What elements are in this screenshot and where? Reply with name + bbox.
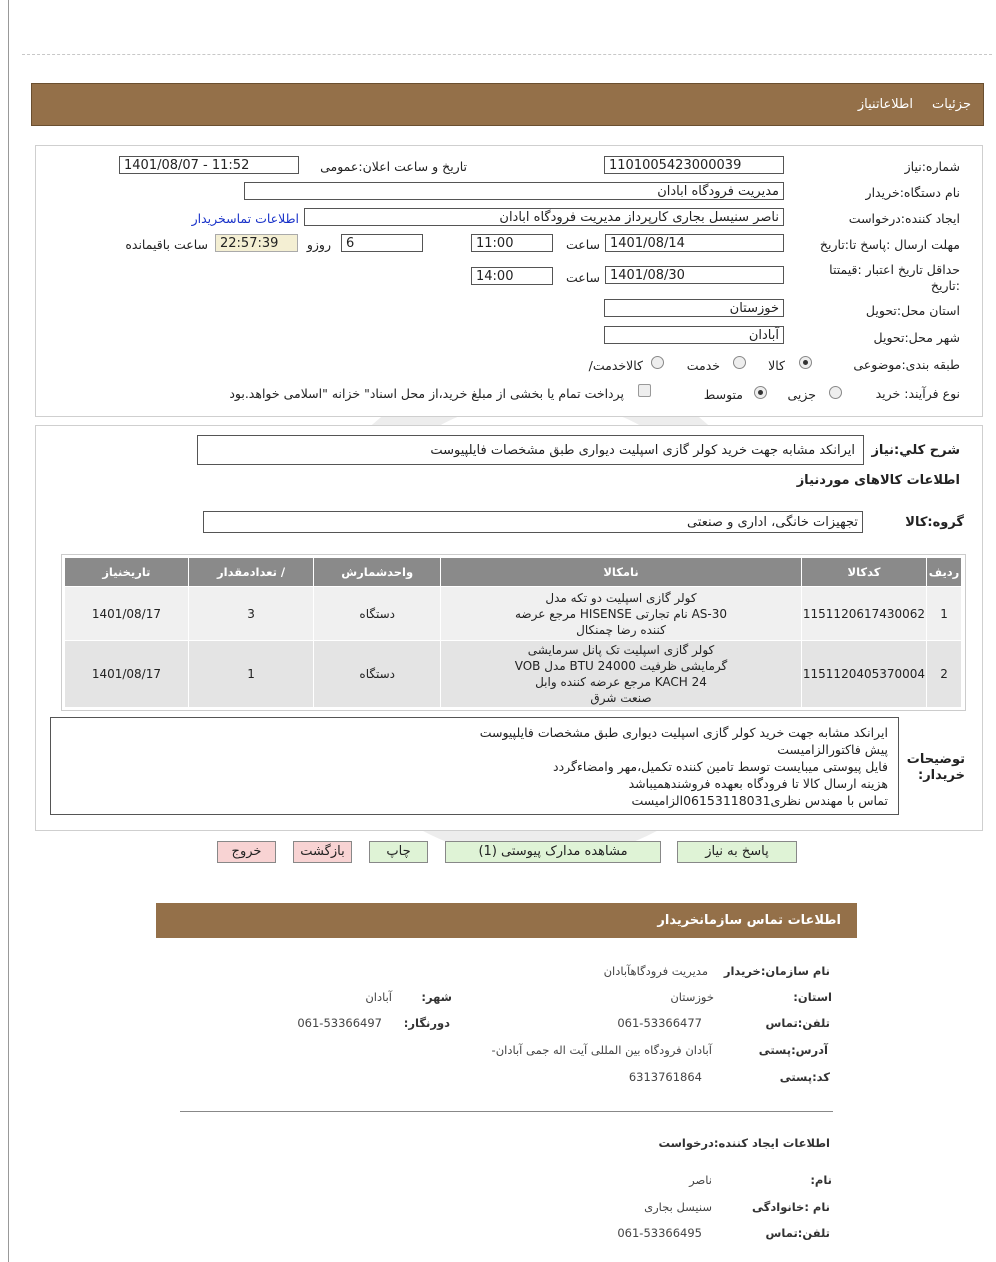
- purchase-type-label: نوع فرآیند: خرید: [875, 386, 960, 401]
- buyer-contact-header: [156, 903, 857, 938]
- exit-button[interactable]: خروج: [217, 841, 276, 863]
- creator-info-title: اطلاعات ایجاد کننده:درخواست: [658, 1136, 830, 1150]
- buyer-org-label: نام دستگاه:خریدار: [865, 185, 960, 200]
- goods-info-title: اطلاعات کالاهای موردنیاز: [796, 473, 960, 488]
- row-number: 2: [927, 641, 962, 708]
- days-label: روزو: [306, 237, 331, 252]
- contact-city-label: :شهر: [421, 990, 452, 1004]
- view-documents-button[interactable]: مشاهده مدارک پیوستی (1): [445, 841, 661, 863]
- buyer-org-field: مدیریت فرودگاه ابادان: [244, 182, 784, 200]
- items-table: [64, 557, 962, 708]
- item-quantity: 3: [188, 587, 314, 641]
- buyer-note-line: فایل پیوستی میبایست توسط تامین کننده تکمیل،مهر وامضاءگردد: [553, 759, 888, 774]
- item-name-line: صنعت شرق: [590, 691, 652, 705]
- item-name-line: 24 KACH مرجع عرضه کننده وابل: [535, 675, 707, 689]
- treasury-payment-checkbox[interactable]: [638, 384, 651, 397]
- remaining-label: ساعت باقیمانده: [125, 237, 208, 252]
- announce-field: 1401/08/07 - 11:52: [119, 156, 299, 174]
- city-field: آبادان: [604, 326, 784, 344]
- days-field: 6: [341, 234, 423, 252]
- item-name: [441, 587, 802, 641]
- validity-time-field: 14:00: [471, 267, 553, 285]
- table-row: [65, 587, 962, 641]
- item-name: [441, 641, 802, 708]
- buyer-contact-title: اطلاعات تماس سازمانخریدار: [657, 913, 841, 928]
- category-radio-goods[interactable]: [799, 356, 812, 369]
- category-option-goods: کالا: [768, 358, 785, 373]
- item-name-line: AS-30 نام تجارتی HISENSE مرجع عرضه: [514, 606, 727, 621]
- item-name-line: کننده رضا چمنکال: [576, 622, 666, 637]
- contact-province-value: خوزستان: [670, 990, 714, 1004]
- creator-family-value: سنیسل بجاری: [644, 1200, 712, 1214]
- city-label: شهر محل:تحویل: [873, 330, 960, 345]
- org-name-label: نام سازمان:خریدار: [723, 964, 830, 978]
- goods-group-field: تجهیزات خانگی، اداری و صنعتی: [203, 511, 863, 533]
- col-need-date: تاریخنیاز: [65, 558, 189, 587]
- col-item-name: نامکالا: [441, 558, 802, 587]
- buyer-note-line: ایرانکد مشابه جهت خرید کولر گازی اسپلیت دیواری طبق مشخصات فایلپیوست: [479, 725, 888, 740]
- announce-label: تاریخ و ساعت اعلان:عمومی: [320, 159, 467, 174]
- creator-family-label: نام :خانوادگی: [752, 1200, 830, 1214]
- contact-address-label: آدرس:پستی: [758, 1043, 828, 1057]
- contact-divider: [180, 1111, 833, 1112]
- buyer-contact-link[interactable]: اطلاعات تماسخریدار: [191, 211, 299, 226]
- contact-fax-value: 061-53366497: [297, 1016, 382, 1030]
- purchase-radio-minor[interactable]: [829, 386, 842, 399]
- contact-postal-label: کد:پستی: [779, 1070, 830, 1084]
- contact-phone-label: تلفن:تماس: [765, 1016, 830, 1030]
- item-quantity: 1: [188, 641, 314, 708]
- category-option-service: خدمت: [686, 358, 720, 373]
- need-number-field: 1101005423000039: [604, 156, 784, 174]
- print-button[interactable]: چاپ: [369, 841, 428, 863]
- contact-address-value: -آبادان فرودگاه بین المللی آیت اله جمی آبادان: [491, 1043, 712, 1057]
- contact-fax-label: :دورنگار: [403, 1016, 450, 1030]
- summary-label: شرح کلي:نیاز: [871, 443, 960, 458]
- creator-phone-value: 061-53366495: [617, 1226, 702, 1240]
- item-name-line: گرمایشی ظرفیت 24000 BTU مدل VOB: [514, 659, 728, 673]
- remaining-time-field: 22:57:39: [215, 234, 298, 252]
- buyer-note-line: پیش فاکتورالزامیست: [777, 742, 888, 757]
- deadline-date-field: 1401/08/14: [605, 234, 784, 252]
- item-unit: دستگاه: [314, 587, 441, 641]
- validity-date-field: 1401/08/30: [605, 266, 784, 284]
- reply-button[interactable]: پاسخ به نیاز: [677, 841, 797, 863]
- buyer-notes-label: توضیحات: [906, 752, 965, 767]
- category-radio-service[interactable]: [733, 356, 746, 369]
- summary-field: ایرانکد مشابه جهت خرید کولر گازی اسپلیت دیواری طبق مشخصات فایلپیوست: [197, 435, 864, 465]
- contact-city-value: آبادان: [365, 990, 392, 1004]
- org-name-value: مدیریت فرودگاهآبادان: [603, 964, 708, 978]
- purchase-option-minor: جزیی: [787, 387, 816, 402]
- contact-postal-value: 6313761864: [628, 1070, 702, 1084]
- top-divider: [22, 54, 992, 55]
- contact-phone-value: 061-53366477: [617, 1016, 702, 1030]
- item-name-line: کولر گازی اسپلیت دو تکه مدل: [545, 590, 697, 605]
- purchase-option-medium: متوسط: [703, 387, 743, 402]
- table-row: [65, 641, 962, 708]
- purchase-radio-medium[interactable]: [754, 386, 767, 399]
- validity-label: حداقل تاریخ اعتبار :قیمتتا: [829, 262, 960, 277]
- deadline-time-field: 11:00: [471, 234, 553, 252]
- creator-phone-label: تلفن:تماس: [765, 1226, 830, 1240]
- col-unit: واحدشمارش: [314, 558, 441, 587]
- need-number-label: شماره:نیاز: [904, 159, 960, 174]
- row-number: 1: [927, 587, 962, 641]
- item-name-line: کولر گازی اسپلیت تک پانل سرمایشی: [527, 643, 715, 657]
- back-button[interactable]: بازگشت: [293, 841, 352, 863]
- col-quantity: / تعدادمقدار: [188, 558, 314, 587]
- buyer-notes-label-2: :خریدار: [918, 768, 965, 783]
- goods-group-label: گروه:کالا: [905, 515, 964, 530]
- item-unit: دستگاه: [314, 641, 441, 708]
- category-label: طبقه بندی:موضوعی: [853, 357, 960, 372]
- deadline-label: مهلت ارسال :پاسخ تا:تاریخ: [819, 237, 960, 252]
- item-need-date: 1401/08/17: [65, 641, 189, 708]
- creator-label: ایجاد کننده:درخواست: [848, 211, 960, 226]
- treasury-payment-note: پرداخت تمام یا بخشی از مبلغ خرید،از محل اسناد" خزانه "اسلامی خواهد.بود: [229, 386, 624, 401]
- province-field: خوزستان: [604, 299, 784, 317]
- item-code: 1151120617430062: [801, 587, 926, 641]
- page-left-border: [8, 0, 9, 1262]
- buyer-note-line: تماس با مهندس نظری06153118031الزامیست: [631, 793, 888, 808]
- creator-field: ناصر سنیسل بجاری کارپرداز مدیریت فرودگاه ابادان: [304, 208, 784, 226]
- col-row-number: ردیف: [927, 558, 962, 587]
- validity-label-2: تاریخ:: [930, 278, 960, 293]
- col-item-code: کدکالا: [801, 558, 926, 587]
- creator-name-value: ناصر: [689, 1173, 712, 1187]
- province-label: استان محل:تحویل: [865, 303, 960, 318]
- items-table-header: [65, 558, 962, 587]
- buyer-note-line: هزینه ارسال کالا تا فرودگاه بعهده فروشندهمیباشد: [628, 776, 888, 791]
- contact-province-label: :استان: [793, 990, 832, 1004]
- buyer-notes-box: [50, 717, 899, 815]
- tab-need-info[interactable]: اطلاعاتنیاز: [857, 97, 913, 112]
- item-code: 1151120405370004: [801, 641, 926, 708]
- creator-name-label: :نام: [810, 1173, 832, 1187]
- validity-time-label: ساعت: [565, 270, 600, 285]
- tab-details[interactable]: جزئیات: [932, 97, 971, 112]
- page-header-bar: [31, 83, 984, 126]
- category-option-both: /کالاخدمت: [588, 358, 643, 373]
- category-radio-both[interactable]: [651, 356, 664, 369]
- deadline-time-label: ساعت: [565, 237, 600, 252]
- item-need-date: 1401/08/17: [65, 587, 189, 641]
